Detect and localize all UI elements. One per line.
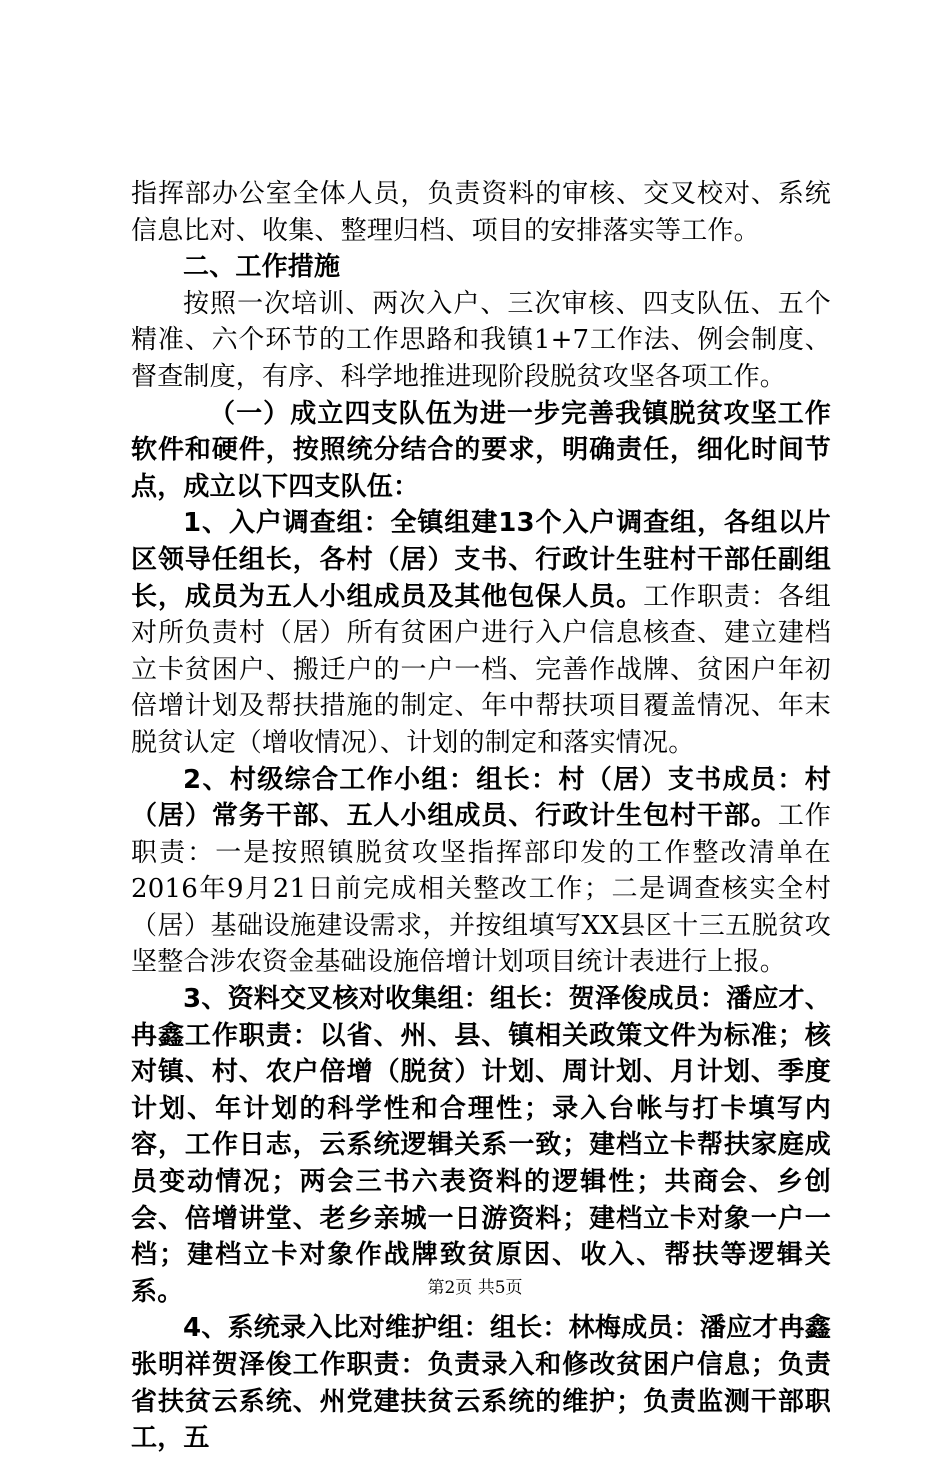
section-heading-work-measures: 二、工作措施 (183, 252, 341, 283)
paragraph-village-work-group (131, 762, 831, 982)
page-footer: 第2页 共5页 (427, 1278, 523, 1298)
paragraph-four-teams: （一）成立四支队伍为进一步完善我镇脱贫攻坚工作软件和硬件，按照统分结合的要求，明确责任，细化时间节点，成立以下四支队伍： (131, 398, 831, 502)
paragraph-staff-duties: 指挥部办公室全体人员，负责资料的审核、交叉校对、系统信息比对、收集、整理归档、项目的安排落实等工作。 (131, 179, 831, 246)
document-body (131, 176, 831, 1457)
paragraph-household-survey-team (131, 505, 831, 761)
village-work-group-duties: 工作职责：一是按照镇脱贫攻坚指挥部印发的工作整改清单在2016年9月21日前完成相关整改工作；二是调查核实全村（居）基础设施建设需求，并按组填写XX县区十三五脱贫攻坚整合涉农资金基础设施倍增计划项目统计表进行上报。 (131, 801, 831, 978)
household-survey-team-duties: 工作职责：各组对所负责村（居）所有贫困户进行入户信息核查、建立建档立卡贫困户、搬迁户的一户一档、完善作战牌、贫困户年初倍增计划及帮扶措施的制定、年中帮扶项目覆盖情况、年末脱贫认定（增收情况）、计划的制定和落实情况。 (131, 581, 831, 758)
household-survey-team-title: 1、入户调查组：全镇组建13个入户调查组，各组以片区领导任组长，各村（居）支书、行政计生驻村干部任副组长，成员为五人小组成员及其他包保人员。 (131, 508, 831, 612)
paragraph-data-check-team: 3、资料交叉核对收集组：组长：贺泽俊成员：潘应才、冉鑫工作职责：以省、州、县、镇相关政策文件为标准；核对镇、村、农户倍增（脱贫）计划、周计划、月计划、季度计划、年计划的科学性和合理性；录入台帐与打卡填写内容，工作日志，云系统逻辑关系一致；建档立卡帮扶家庭成员变动情况；两会三书六表资料的逻辑性；共商会、乡创会、倍增讲堂、老乡亲城一日游资料；建档立卡对象一户一档；建档立卡对象作战牌致贫原因、收入、帮扶等逻辑关系。 (131, 984, 831, 1307)
paragraph-system-entry-team: 4、系统录入比对维护组：组长：林梅成员：潘应才冉鑫张明祥贺泽俊工作职责：负责录入和修改贫困户信息；负责省扶贫云系统、州党建扶贫云系统的维护；负责监测干部职工，五 (131, 1313, 831, 1454)
village-work-group-title: 2、村级综合工作小组：组长：村（居）支书成员：村（居）常务干部、五人小组成员、行政计生包村干部。 (131, 764, 831, 832)
paragraph-work-approach: 按照一次培训、两次入户、三次审核、四支队伍、五个精准、六个环节的工作思路和我镇1+7工作法、例会制度、督查制度，有序、科学地推进现阶段脱贫攻坚各项工作。 (131, 288, 831, 392)
